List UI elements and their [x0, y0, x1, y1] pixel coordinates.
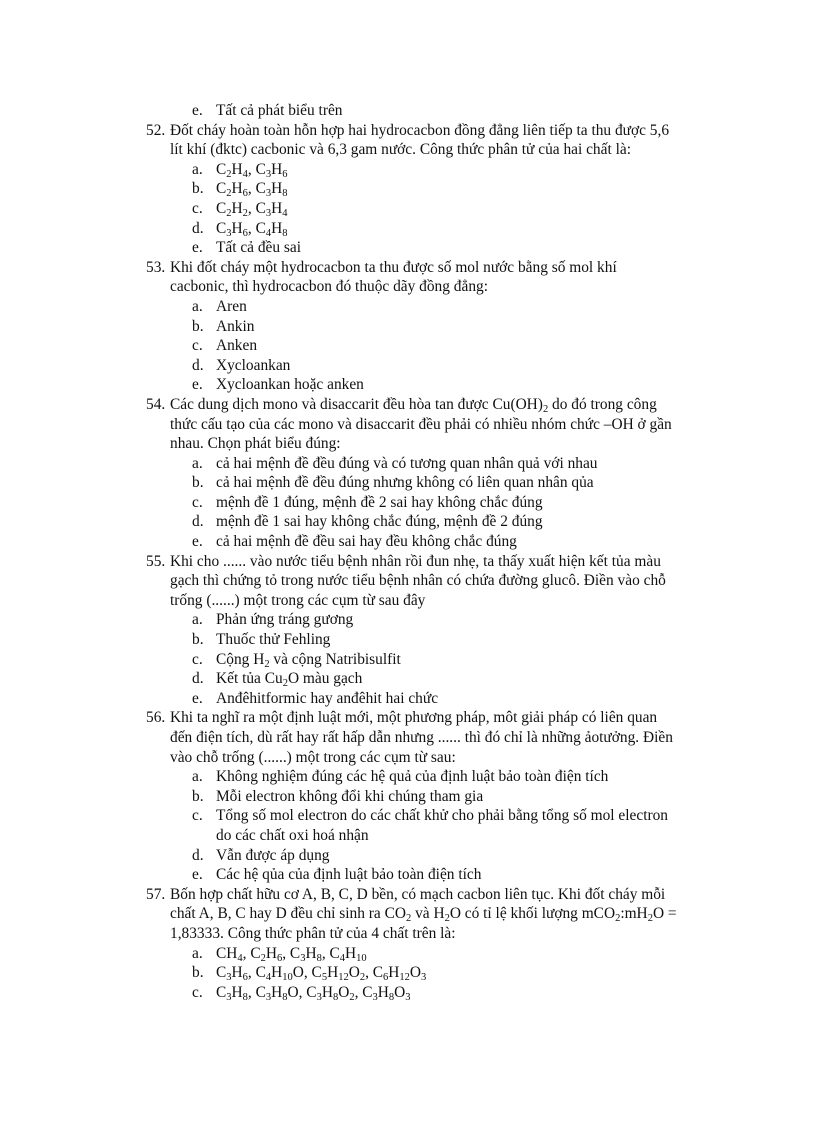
option-text: cả hai mệnh đề đều sai hay đều không chắc đúng [216, 533, 517, 551]
question-line [0, 434, 816, 454]
option-letter: a. [192, 611, 203, 629]
option-letter: b. [192, 631, 204, 649]
question-text: Đốt cháy hoàn toàn hỗn hợp hai hydrocacbon đồng đẳng liên tiếp ta thu được 5,6 [170, 121, 670, 139]
question-line [0, 415, 816, 435]
question-text-continued: cacbonic, thì hydrocacbon đó thuộc dãy đồng đẳng: [170, 278, 488, 296]
question-number: 55. [146, 552, 166, 570]
option-line [0, 336, 816, 356]
option-line [0, 512, 816, 532]
option-text: mệnh đề 1 sai hay không chắc đúng, mệnh đề 2 đúng [216, 513, 543, 531]
option-text: Phản ứng tráng gương [216, 611, 354, 629]
option-text: do các chất oxi hoá nhận [216, 826, 369, 844]
option-letter: c. [192, 199, 203, 217]
question-line [0, 258, 816, 278]
option-line [0, 963, 816, 983]
option-line [0, 199, 816, 219]
option-letter: c. [192, 983, 203, 1001]
option-letter: d. [192, 219, 204, 237]
option-line [0, 826, 816, 846]
question-line [0, 395, 816, 415]
option-text: Tất cả đều sai [216, 239, 302, 257]
option-line [0, 297, 816, 317]
option-line [0, 865, 816, 885]
option-letter: a. [192, 768, 203, 786]
option-text: Tổng số mol electron do các chất khử cho phải bằng tổng số mol electron [216, 807, 668, 825]
option-letter: d. [192, 670, 204, 688]
question-text-continued: lít khí (đktc) cacbonic và 6,3 gam nước. Công thức phân tử của hai chất là: [170, 141, 631, 159]
option-line [0, 787, 816, 807]
option-text: $C_3H_6$, $C_4H_8$ [216, 219, 288, 239]
option-letter: b. [192, 964, 204, 982]
option-line [0, 689, 816, 709]
question-line [0, 277, 816, 297]
option-line [0, 473, 816, 493]
option-letter: a. [192, 454, 203, 472]
option-text: cả hai mệnh đề đều đúng và có tương quan nhân quả với nhau [216, 454, 598, 472]
question-number: 57. [146, 885, 166, 903]
option-letter: a. [192, 297, 203, 315]
option-text: Cộng $H_2$ và cộng Natribisulfit [216, 650, 401, 670]
option-line [0, 983, 816, 1003]
option-text: Tất cả phát biểu trên [216, 102, 343, 119]
option-letter: c. [192, 337, 203, 355]
option-text: Xycloankan [216, 356, 291, 374]
question-text-continued: vào chỗ trống (......) một trong các cụm từ sau: [170, 748, 456, 766]
question-line [0, 904, 816, 924]
question-text: Khi ta nghĩ ra một định luật mới, một phương pháp, môt giải pháp có liên quan [170, 709, 658, 727]
option-letter: d. [192, 356, 204, 374]
option-letter: b. [192, 474, 204, 492]
question-line [0, 571, 816, 591]
option-text: $C_2H_6$, $C_3H_8$ [216, 180, 288, 200]
option-line [0, 160, 816, 180]
option-line [0, 532, 816, 552]
option-line [0, 669, 816, 689]
question-line [0, 885, 816, 905]
option-text: Không nghiệm đúng các hệ quả của định luật bảo toàn điện tích [216, 768, 609, 786]
option-letter: e. [192, 376, 203, 394]
option-letter: a. [192, 944, 203, 962]
question-line [0, 140, 816, 160]
question-text-continued: thức cấu tạo của các mono và disaccarit đều phải có nhiều nhóm chức –OH ở gần [170, 415, 672, 433]
option-text: mệnh đề 1 đúng, mệnh đề 2 sai hay không chắc đúng [216, 493, 543, 511]
option-line [0, 944, 816, 964]
question-line [0, 924, 816, 944]
option-line [0, 375, 816, 395]
option-letter: b. [192, 787, 204, 805]
question-number: 54. [146, 395, 166, 413]
question-text-continued: 1,83333. Công thức phân tử của 4 chất trên là: [170, 924, 456, 942]
question-text: Khi đốt cháy một hydrocacbon ta thu được số mol nước bằng số mol khí [170, 258, 617, 276]
option-line [0, 493, 816, 513]
question-line [0, 552, 816, 572]
question-line [0, 728, 816, 748]
option-letter: b. [192, 317, 204, 335]
question-number: 56. [146, 709, 166, 727]
option-line [0, 650, 816, 670]
question-text-continued: nhau. Chọn phát biểu đúng: [170, 435, 341, 453]
option-letter: a. [192, 160, 203, 178]
option-text: $CH_4$, $C_2H_6$, $C_3H_8$, $C_4H_{10}$ [216, 944, 367, 964]
question-line [0, 121, 816, 141]
question-number: 52. [146, 121, 166, 139]
question-line [0, 591, 816, 611]
question-text-continued: chất A, B, C hay D đều chỉ sinh ra $CO_2$ và $H_2O$ có tỉ lệ khối lượng $mCO_2:mH_2O$ = [170, 905, 677, 925]
question-text-continued: đến điện tích, dù rất hay rất hấp dẫn nhưng ...... thì đó chỉ là những ảotưởng. Điền [170, 729, 673, 746]
option-letter: e. [192, 533, 203, 551]
option-letter: e. [192, 239, 203, 257]
option-text: $C_2H_4$, $C_3H_6$ [216, 160, 288, 180]
option-letter: c. [192, 807, 203, 825]
option-text: Ankin [216, 317, 255, 335]
question-text-continued: trống (......) một trong các cụm từ sau đây [170, 591, 426, 609]
option-text: Kết tủa $Cu_2O$ màu gạch [216, 670, 363, 690]
option-line [0, 846, 816, 866]
question-line [0, 708, 816, 728]
option-line [0, 219, 816, 239]
question-text: Bốn hợp chất hữu cơ A, B, C, D bền, có mạch cacbon liên tục. Khi đốt cháy mỗi [170, 885, 666, 903]
question-text-continued: gạch thì chứng tỏ trong nước tiểu bệnh nhân có chứa đường glucô. Điền vào chỗ [170, 572, 666, 590]
option-line [0, 767, 816, 787]
option-line [0, 101, 816, 121]
option-text: Vẫn được áp dụng [216, 846, 330, 864]
option-text: Aren [216, 297, 247, 315]
question-line [0, 748, 816, 768]
option-line [0, 806, 816, 826]
option-text: Anken [216, 337, 258, 355]
option-line [0, 238, 816, 258]
question-text: Các dung dịch mono và disaccarit đều hòa tan được $Cu(OH)_2$ do đó trong công [170, 395, 657, 415]
option-letter: d. [192, 513, 204, 531]
option-letter: b. [192, 180, 204, 198]
option-line [0, 179, 816, 199]
option-text: $C_3H_6$, $C_4H_{10}O$, $C_5H_{12}O_2$, $C_6H_{12}O_3$ [216, 964, 427, 984]
option-text: $C_3H_8$, $C_3H_8O$, $C_3H_8O_2$, $C_3H_8O_3$ [216, 983, 411, 1003]
option-letter: c. [192, 650, 203, 668]
option-text: Thuốc thử Fehling [216, 631, 331, 649]
option-letter: e. [192, 102, 203, 119]
option-line [0, 454, 816, 474]
option-letter: c. [192, 493, 203, 511]
document-page [0, 101, 816, 1002]
option-letter: e. [192, 689, 203, 707]
option-line [0, 610, 816, 630]
option-line [0, 317, 816, 337]
option-line [0, 630, 816, 650]
option-text: Mỗi electron không đổi khi chúng tham gia [216, 787, 484, 805]
question-number: 53. [146, 258, 166, 276]
option-letter: e. [192, 866, 203, 884]
option-text: Xycloankan hoặc anken [216, 376, 364, 394]
option-text: Các hệ qủa của định luật bảo toàn điện tích [216, 866, 482, 884]
option-text: cả hai mệnh đề đều đúng nhưng không có liên quan nhân qủa [216, 474, 594, 492]
option-line [0, 356, 816, 376]
option-text: $C_2H_2$, $C_3H_4$ [216, 199, 288, 219]
option-letter: d. [192, 846, 204, 864]
option-text: Anđêhitformic hay anđêhit hai chức [216, 689, 439, 707]
question-text: Khi cho ...... vào nước tiểu bệnh nhân rồi đun nhẹ, ta thấy xuất hiện kết tủa màu [170, 552, 661, 570]
